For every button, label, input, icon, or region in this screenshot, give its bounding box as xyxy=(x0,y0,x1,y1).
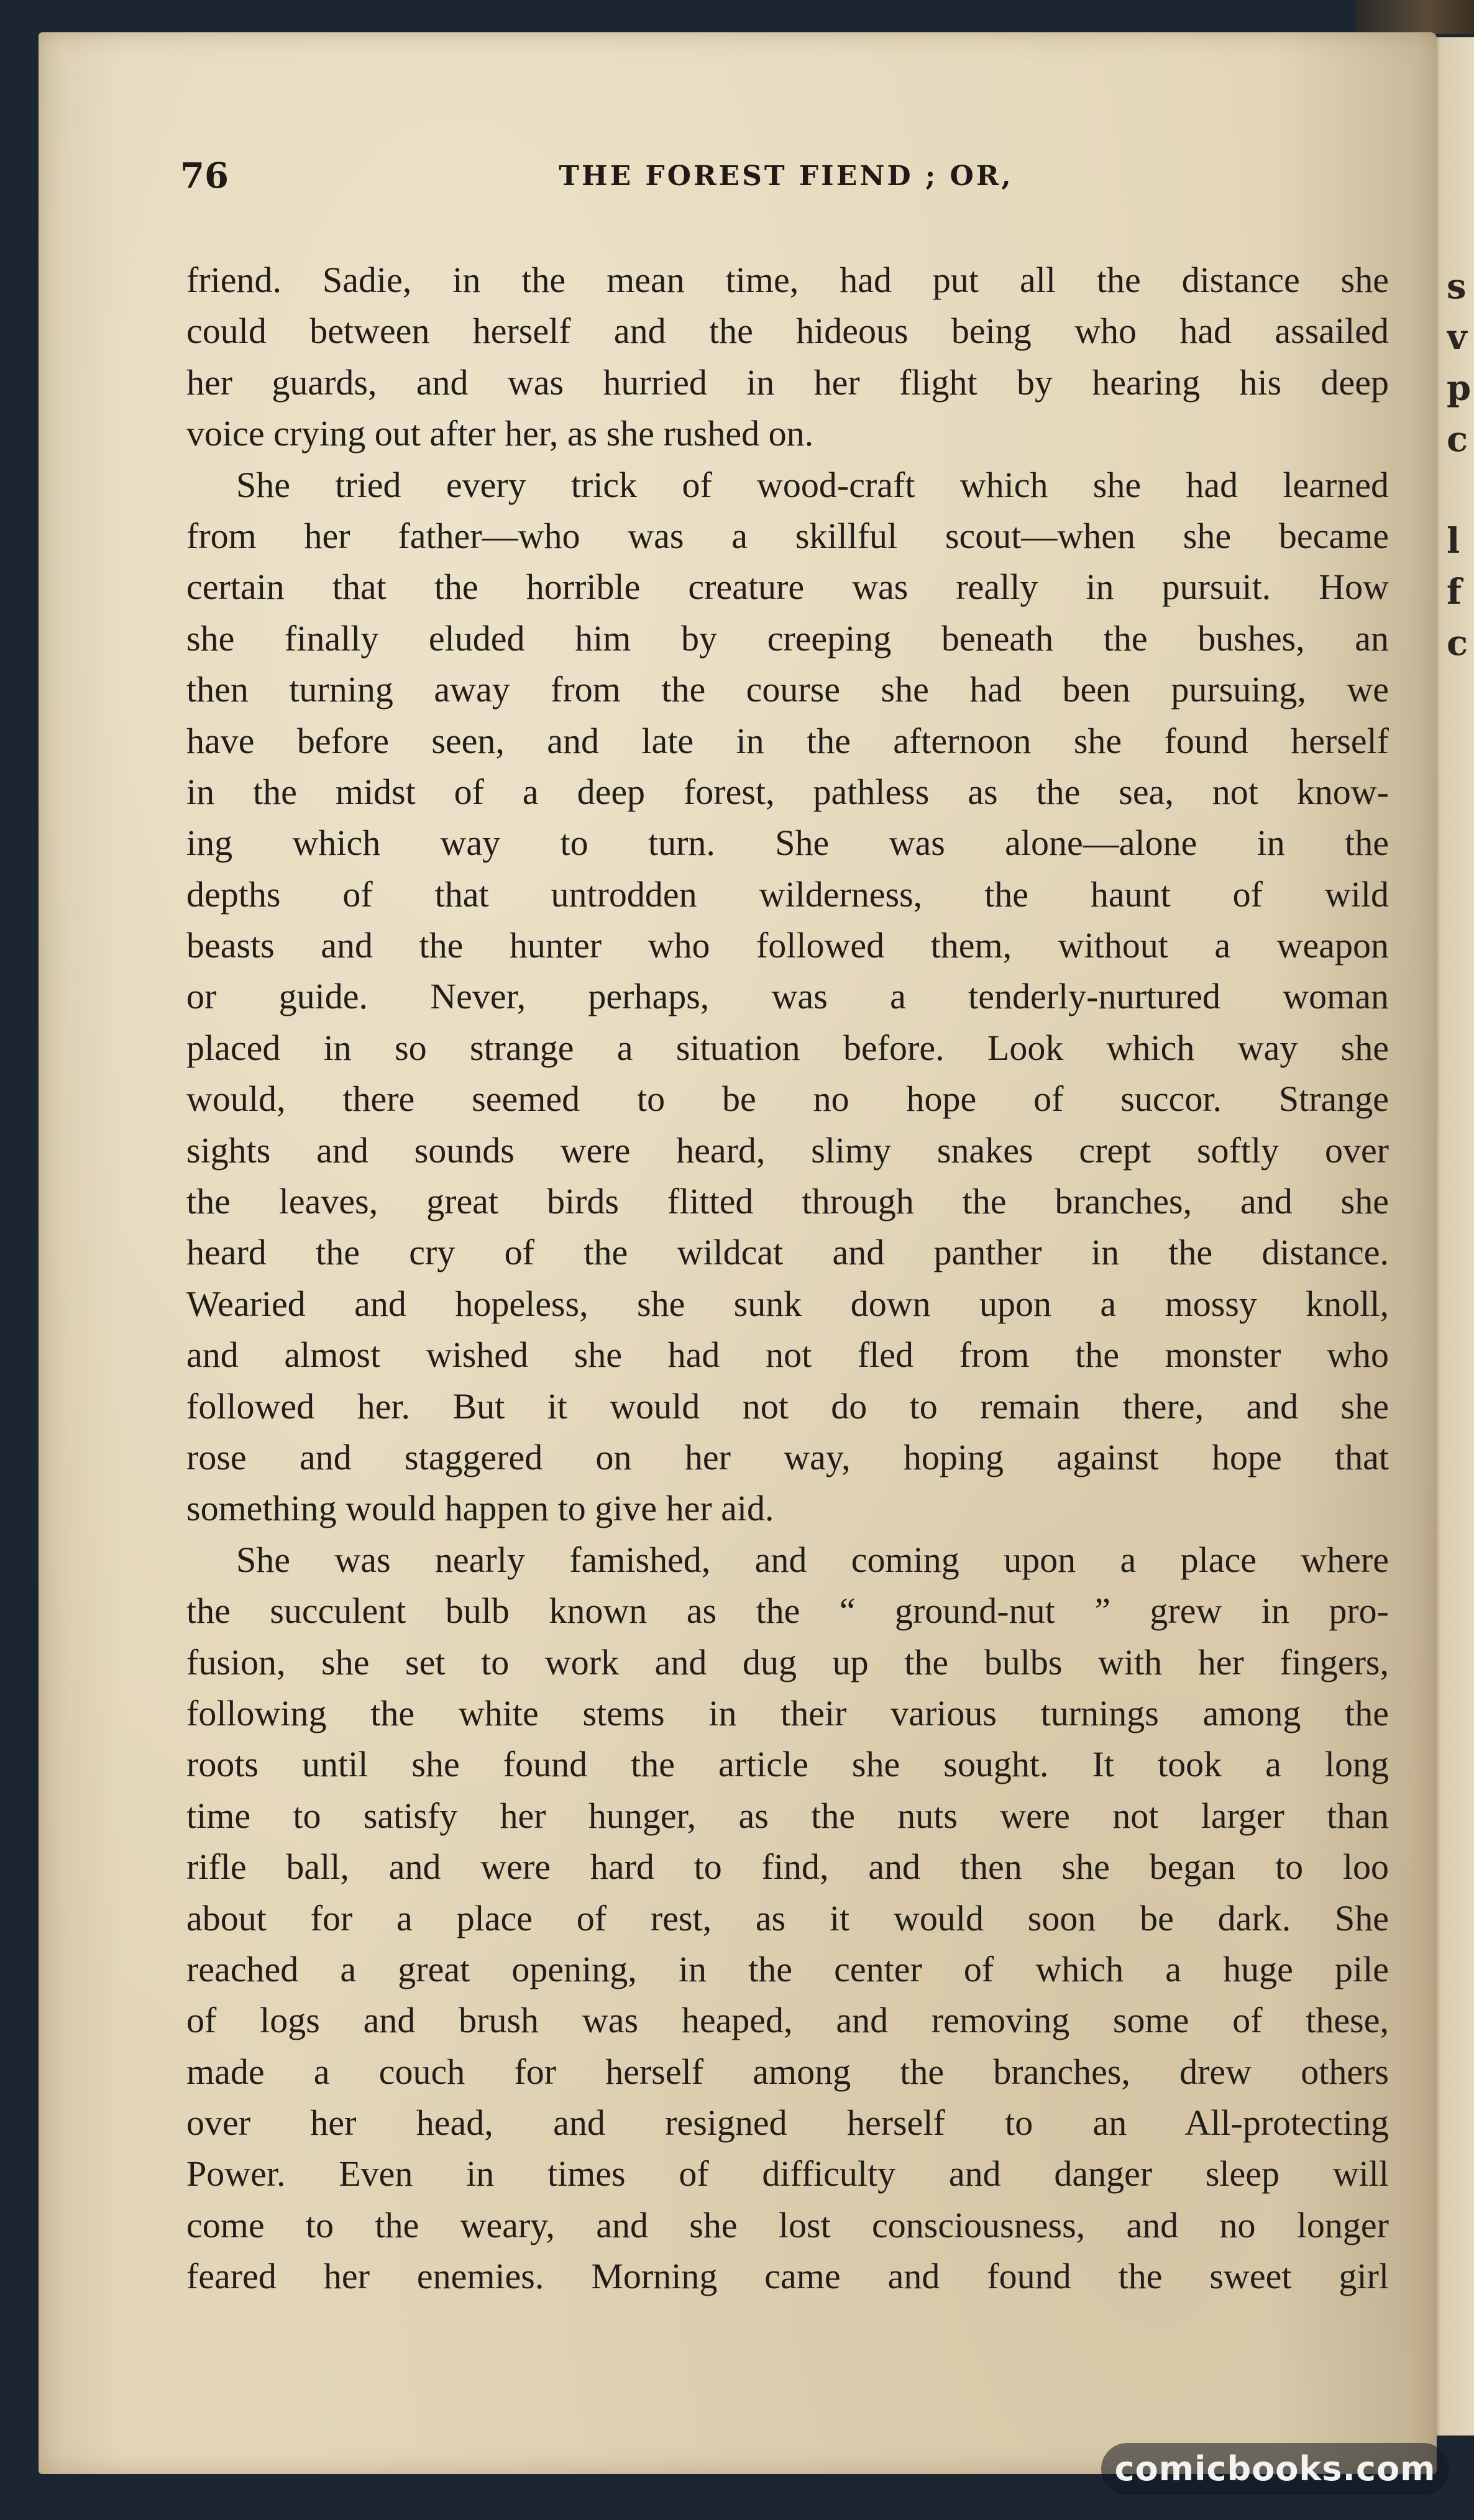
text-line: then turning away from the course she had been pursuing, we xyxy=(186,669,1389,710)
text-line: followed her. But it would not do to remain there, and she xyxy=(186,1386,1389,1427)
text-line: friend. Sadie, in the mean time, had put all the distance she xyxy=(186,260,1389,300)
text-line: roots until she found the article she sought. It took a long xyxy=(186,1744,1389,1785)
text-line: sights and sounds were heard, slimy snakes crept softly over xyxy=(186,1130,1389,1171)
text-line: made a couch for herself among the branches, drew others xyxy=(186,2051,1389,2092)
text-line: beasts and the hunter who followed them, without a weapon xyxy=(186,925,1389,966)
text-line: and almost wished she had not fled from the monster who xyxy=(186,1335,1389,1376)
text-line: time to satisfy her hunger, as the nuts were not larger than xyxy=(186,1795,1389,1836)
text-line: rifle ball, and were hard to find, and then she began to loo xyxy=(186,1847,1389,1888)
text-line: Power. Even in times of difficulty and danger sleep will xyxy=(186,2153,1389,2194)
text-line: fusion, she set to work and dug up the bulbs with her fingers, xyxy=(186,1641,1389,1682)
text-line: Wearied and hopeless, she sunk down upon a mossy knoll, xyxy=(186,1283,1389,1324)
text-line: would, there seemed to be no hope of succor. Strange xyxy=(186,1079,1389,1120)
text-line: from her father—who was a skillful scout—when she became xyxy=(186,515,1389,556)
body-text xyxy=(186,255,1389,2303)
text-line: depths of that untrodden wilderness, the haunt of wild xyxy=(186,874,1389,915)
text-line: reached a great opening, in the center of which a huge pile xyxy=(186,1948,1389,1989)
page-header xyxy=(180,155,1392,205)
text-line: come to the weary, and she lost consciousness, and no longer xyxy=(186,2204,1389,2245)
text-line: voice crying out after her, as she rushed on. xyxy=(186,413,814,454)
text-line: could between herself and the hideous being who had assailed xyxy=(186,311,1389,352)
next-page-text-fragment: s v p c l f c xyxy=(1447,266,1472,664)
text-line: something would happen to give her aid. xyxy=(186,1488,774,1529)
page-number: 76 xyxy=(180,155,229,196)
text-line: of logs and brush was heaped, and removing some of these, xyxy=(186,2000,1389,2041)
text-line: about for a place of rest, as it would soon be dark. She xyxy=(186,1897,1389,1938)
text-line: over her head, and resigned herself to an All-protecting xyxy=(186,2102,1389,2143)
text-line: following the white stems in their various turnings among the xyxy=(186,1692,1389,1733)
running-title: THE FOREST FIEND ; OR, xyxy=(559,160,1014,192)
book-binding-edge xyxy=(1356,0,1474,34)
text-line: her guards, and was hurried in her flight by hearing his deep xyxy=(186,362,1389,403)
text-line: in the midst of a deep forest, pathless as the sea, not know- xyxy=(186,771,1389,812)
text-line: have before seen, and late in the afternoon she found herself xyxy=(186,720,1389,761)
text-line: She tried every trick of wood-craft which she had learned xyxy=(236,464,1389,505)
text-line: certain that the horrible creature was really in pursuit. How xyxy=(186,567,1389,608)
text-line: placed in so strange a situation before. Look which way she xyxy=(186,1027,1389,1068)
text-line: she finally eluded him by creeping beneath the bushes, an xyxy=(186,618,1389,659)
text-line: the leaves, great birds flitted through the branches, and she xyxy=(186,1181,1389,1222)
text-line: heard the cry of the wildcat and panther in the distance. xyxy=(186,1232,1389,1273)
text-line: She was nearly famished, and coming upon a place where xyxy=(236,1539,1389,1580)
text-line: or guide. Never, perhaps, was a tenderly-nurtured woman xyxy=(186,976,1389,1017)
text-line: feared her enemies. Morning came and found the sweet girl xyxy=(186,2256,1389,2297)
text-line: ing which way to turn. She was alone—alone in the xyxy=(186,823,1389,864)
text-line: the succulent bulb known as the “ ground-nut ” grew in pro- xyxy=(186,1591,1389,1632)
watermark-logo: comicbooks.com xyxy=(1101,2443,1449,2495)
text-line: rose and staggered on her way, hoping against hope that xyxy=(186,1436,1389,1477)
